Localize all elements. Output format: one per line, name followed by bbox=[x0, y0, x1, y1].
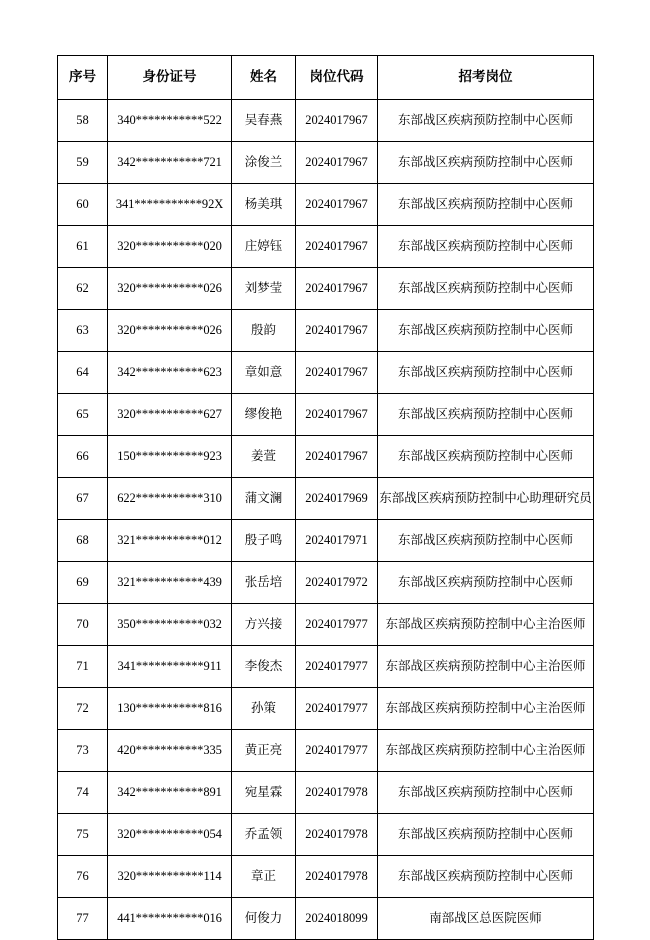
cell-seq: 63 bbox=[58, 310, 108, 352]
cell-id-number: 130***********816 bbox=[108, 688, 232, 730]
cell-seq: 67 bbox=[58, 478, 108, 520]
cell-id-number: 340***********522 bbox=[108, 100, 232, 142]
cell-post-code: 2024017969 bbox=[296, 478, 378, 520]
cell-seq: 70 bbox=[58, 604, 108, 646]
cell-post-code: 2024017978 bbox=[296, 814, 378, 856]
column-header-id-number: 身份证号 bbox=[108, 56, 232, 100]
cell-post: 东部战区疾病预防控制中心医师 bbox=[378, 226, 594, 268]
cell-seq: 75 bbox=[58, 814, 108, 856]
cell-post-code: 2024017967 bbox=[296, 226, 378, 268]
cell-id-number: 341***********911 bbox=[108, 646, 232, 688]
cell-seq: 59 bbox=[58, 142, 108, 184]
cell-name: 蒲文澜 bbox=[232, 478, 296, 520]
cell-id-number: 320***********026 bbox=[108, 310, 232, 352]
table-row bbox=[58, 310, 594, 352]
cell-name: 刘梦莹 bbox=[232, 268, 296, 310]
cell-post-code: 2024017967 bbox=[296, 268, 378, 310]
cell-post-code: 2024017977 bbox=[296, 646, 378, 688]
table-row bbox=[58, 856, 594, 898]
cell-seq: 72 bbox=[58, 688, 108, 730]
cell-id-number: 320***********026 bbox=[108, 268, 232, 310]
cell-id-number: 341***********92X bbox=[108, 184, 232, 226]
cell-post: 南部战区总医院医师 bbox=[378, 898, 594, 940]
cell-post: 东部战区疾病预防控制中心医师 bbox=[378, 268, 594, 310]
cell-post-code: 2024017967 bbox=[296, 142, 378, 184]
table-row bbox=[58, 184, 594, 226]
cell-name: 乔孟领 bbox=[232, 814, 296, 856]
table-body bbox=[58, 100, 594, 940]
cell-name: 殷子鸣 bbox=[232, 520, 296, 562]
cell-post: 东部战区疾病预防控制中心医师 bbox=[378, 856, 594, 898]
cell-id-number: 150***********923 bbox=[108, 436, 232, 478]
cell-post: 东部战区疾病预防控制中心助理研究员 bbox=[378, 478, 594, 520]
table-row bbox=[58, 772, 594, 814]
cell-post-code: 2024017978 bbox=[296, 772, 378, 814]
table-row bbox=[58, 436, 594, 478]
cell-id-number: 342***********721 bbox=[108, 142, 232, 184]
cell-name: 章如意 bbox=[232, 352, 296, 394]
cell-post: 东部战区疾病预防控制中心医师 bbox=[378, 394, 594, 436]
cell-post-code: 2024018099 bbox=[296, 898, 378, 940]
cell-name: 张岳培 bbox=[232, 562, 296, 604]
cell-seq: 69 bbox=[58, 562, 108, 604]
column-header-name: 姓名 bbox=[232, 56, 296, 100]
cell-post: 东部战区疾病预防控制中心主治医师 bbox=[378, 646, 594, 688]
cell-seq: 73 bbox=[58, 730, 108, 772]
cell-seq: 76 bbox=[58, 856, 108, 898]
table-row bbox=[58, 142, 594, 184]
cell-post: 东部战区疾病预防控制中心主治医师 bbox=[378, 730, 594, 772]
table-row bbox=[58, 100, 594, 142]
table-row bbox=[58, 394, 594, 436]
table-row bbox=[58, 730, 594, 772]
cell-seq: 71 bbox=[58, 646, 108, 688]
column-header-seq: 序号 bbox=[58, 56, 108, 100]
cell-seq: 66 bbox=[58, 436, 108, 478]
cell-post-code: 2024017971 bbox=[296, 520, 378, 562]
cell-name: 涂俊兰 bbox=[232, 142, 296, 184]
cell-post: 东部战区疾病预防控制中心主治医师 bbox=[378, 604, 594, 646]
table-row bbox=[58, 268, 594, 310]
cell-post: 东部战区疾病预防控制中心医师 bbox=[378, 184, 594, 226]
cell-id-number: 342***********891 bbox=[108, 772, 232, 814]
table-row bbox=[58, 562, 594, 604]
cell-post: 东部战区疾病预防控制中心医师 bbox=[378, 142, 594, 184]
cell-seq: 61 bbox=[58, 226, 108, 268]
cell-post: 东部战区疾病预防控制中心主治医师 bbox=[378, 688, 594, 730]
cell-name: 杨美琪 bbox=[232, 184, 296, 226]
cell-id-number: 321***********439 bbox=[108, 562, 232, 604]
cell-post: 东部战区疾病预防控制中心医师 bbox=[378, 352, 594, 394]
cell-id-number: 320***********114 bbox=[108, 856, 232, 898]
cell-seq: 60 bbox=[58, 184, 108, 226]
cell-name: 姜萱 bbox=[232, 436, 296, 478]
cell-id-number: 622***********310 bbox=[108, 478, 232, 520]
cell-id-number: 441***********016 bbox=[108, 898, 232, 940]
cell-seq: 65 bbox=[58, 394, 108, 436]
cell-name: 方兴接 bbox=[232, 604, 296, 646]
table-header-row bbox=[58, 56, 594, 100]
cell-name: 章正 bbox=[232, 856, 296, 898]
cell-seq: 77 bbox=[58, 898, 108, 940]
cell-name: 庄婷钰 bbox=[232, 226, 296, 268]
cell-post-code: 2024017978 bbox=[296, 856, 378, 898]
cell-post-code: 2024017977 bbox=[296, 688, 378, 730]
cell-post-code: 2024017967 bbox=[296, 436, 378, 478]
cell-post-code: 2024017977 bbox=[296, 604, 378, 646]
cell-post: 东部战区疾病预防控制中心医师 bbox=[378, 814, 594, 856]
cell-post-code: 2024017967 bbox=[296, 310, 378, 352]
cell-name: 殷韵 bbox=[232, 310, 296, 352]
cell-post-code: 2024017967 bbox=[296, 394, 378, 436]
cell-post: 东部战区疾病预防控制中心医师 bbox=[378, 562, 594, 604]
table-row bbox=[58, 646, 594, 688]
table-row bbox=[58, 604, 594, 646]
cell-name: 缪俊艳 bbox=[232, 394, 296, 436]
cell-post: 东部战区疾病预防控制中心医师 bbox=[378, 436, 594, 478]
cell-id-number: 342***********623 bbox=[108, 352, 232, 394]
column-header-post: 招考岗位 bbox=[378, 56, 594, 100]
cell-post-code: 2024017967 bbox=[296, 352, 378, 394]
table-row bbox=[58, 352, 594, 394]
cell-id-number: 320***********627 bbox=[108, 394, 232, 436]
cell-post: 东部战区疾病预防控制中心医师 bbox=[378, 520, 594, 562]
cell-post-code: 2024017977 bbox=[296, 730, 378, 772]
column-header-post-code: 岗位代码 bbox=[296, 56, 378, 100]
cell-id-number: 350***********032 bbox=[108, 604, 232, 646]
cell-post: 东部战区疾病预防控制中心医师 bbox=[378, 100, 594, 142]
table-row bbox=[58, 520, 594, 562]
cell-id-number: 320***********054 bbox=[108, 814, 232, 856]
cell-post: 东部战区疾病预防控制中心医师 bbox=[378, 310, 594, 352]
table-row bbox=[58, 226, 594, 268]
cell-post: 东部战区疾病预防控制中心医师 bbox=[378, 772, 594, 814]
cell-seq: 58 bbox=[58, 100, 108, 142]
applicant-roster-table bbox=[57, 55, 594, 940]
cell-name: 何俊力 bbox=[232, 898, 296, 940]
cell-name: 黄正亮 bbox=[232, 730, 296, 772]
cell-seq: 74 bbox=[58, 772, 108, 814]
table-row bbox=[58, 814, 594, 856]
cell-name: 宛星霖 bbox=[232, 772, 296, 814]
cell-post-code: 2024017967 bbox=[296, 100, 378, 142]
cell-seq: 62 bbox=[58, 268, 108, 310]
cell-id-number: 321***********012 bbox=[108, 520, 232, 562]
cell-post-code: 2024017972 bbox=[296, 562, 378, 604]
cell-name: 吴春燕 bbox=[232, 100, 296, 142]
cell-seq: 64 bbox=[58, 352, 108, 394]
table-row bbox=[58, 688, 594, 730]
cell-post-code: 2024017967 bbox=[296, 184, 378, 226]
cell-name: 孙策 bbox=[232, 688, 296, 730]
table-row bbox=[58, 478, 594, 520]
cell-id-number: 320***********020 bbox=[108, 226, 232, 268]
cell-seq: 68 bbox=[58, 520, 108, 562]
cell-id-number: 420***********335 bbox=[108, 730, 232, 772]
cell-name: 李俊杰 bbox=[232, 646, 296, 688]
table-header bbox=[58, 56, 594, 100]
